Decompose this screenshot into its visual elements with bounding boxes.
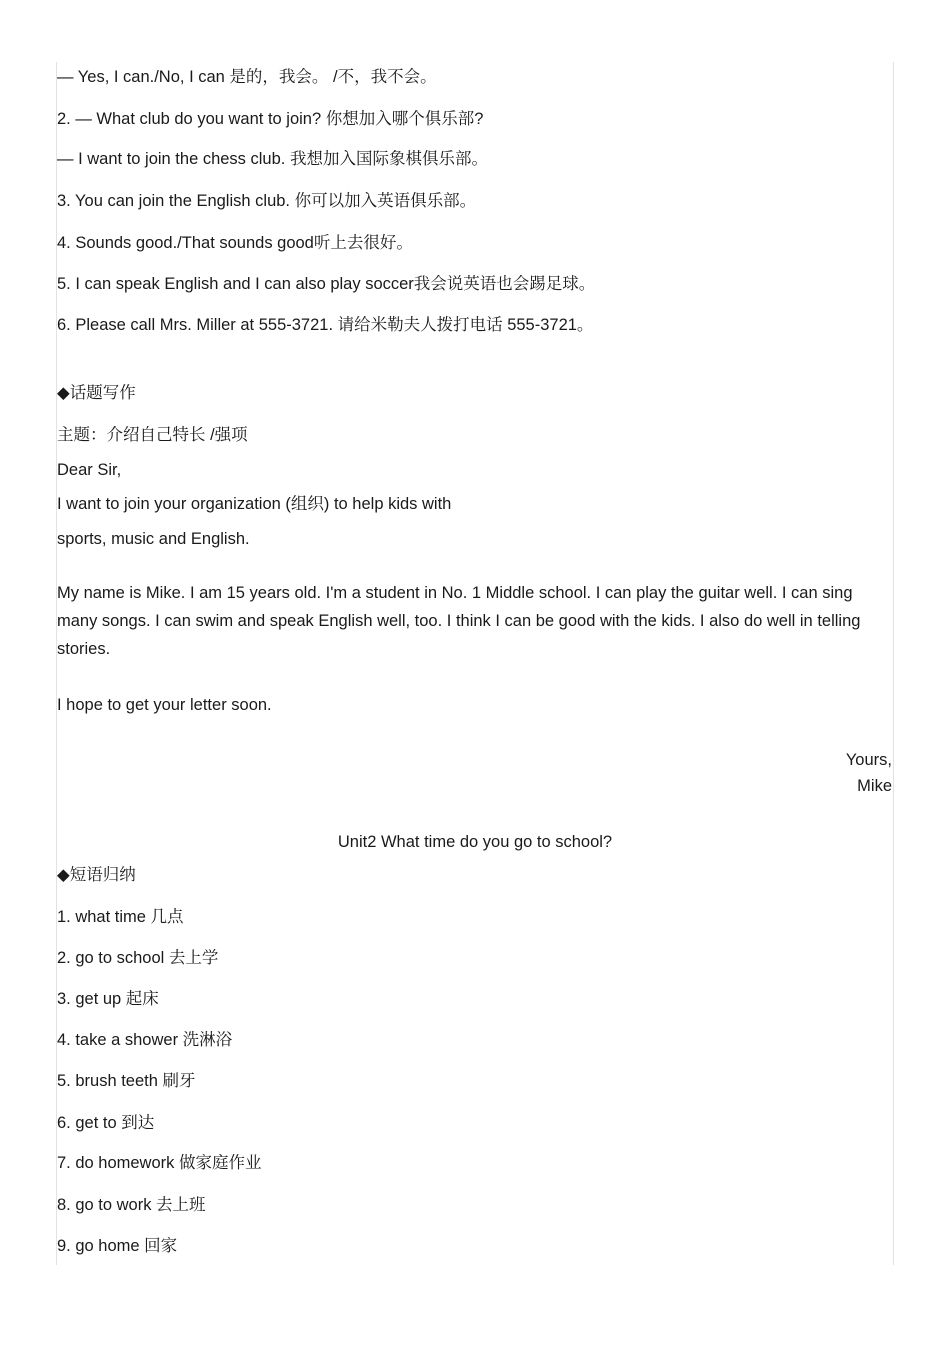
phrase-item: 4. take a shower 洗淋浴 [57,1031,233,1049]
phrase-item: 8. go to work 去上班 [57,1196,206,1214]
writing-topic: 主题：介绍自己特长 /强项 [57,426,248,444]
sentence-4: 4. Sounds good./That sounds good听上去很好。 [57,234,413,252]
letter-sign-off: Yours, [845,751,892,769]
phrase-item: 2. go to school 去上学 [57,949,219,967]
sentence-3: 3. You can join the English club. 你可以加入英语俱乐部。 [57,192,477,210]
letter-body: My name is Mike. I am 15 years old. I'm a student in No. 1 Middle school. I can play the guitar well. I can sing many songs. I can swim and speak English well, too. I think I can be good with the kids. I also do well in telling stories. [57,584,861,658]
phrase-item: 9. go home 回家 [57,1237,178,1255]
letter-greeting: Dear Sir, [57,461,122,479]
letter-line-1: I want to join your organization (组织) to help kids with [57,495,452,513]
phrase-item: 3. get up 起床 [57,990,159,1008]
phrase-item: 5. brush teeth 刷牙 [57,1072,196,1090]
sentence-2-question: 2. — What club do you want to join? 你想加入哪个俱乐部? [57,110,484,128]
letter-line-2: sports, music and English. [57,530,250,548]
letter-signature: Mike [857,777,892,795]
sentence-6: 6. Please call Mrs. Miller at 555-3721. 请给米勒夫人拨打电话 555-3721。 [57,316,594,334]
page-margin-right [893,62,894,1265]
phrases-heading: ◆短语归纳 [57,866,136,884]
unit-title: Unit2 What time do you go to school? [337,833,613,851]
phrase-item: 7. do homework 做家庭作业 [57,1154,262,1172]
sentence-5: 5. I can speak English and I can also play soccer我会说英语也会踢足球。 [57,275,596,293]
letter-closing-line: I hope to get your letter soon. [57,696,272,714]
phrase-item: 1. what time 几点 [57,908,184,926]
phrase-item: 6. get to 到达 [57,1114,155,1132]
sentence-2-answer: — I want to join the chess club. 我想加入国际象棋俱乐部。 [57,150,488,168]
writing-heading: ◆话题写作 [57,384,136,402]
answer-line: — Yes, I can./No, I can 是的，我会。 /不，我不会。 [57,68,437,86]
